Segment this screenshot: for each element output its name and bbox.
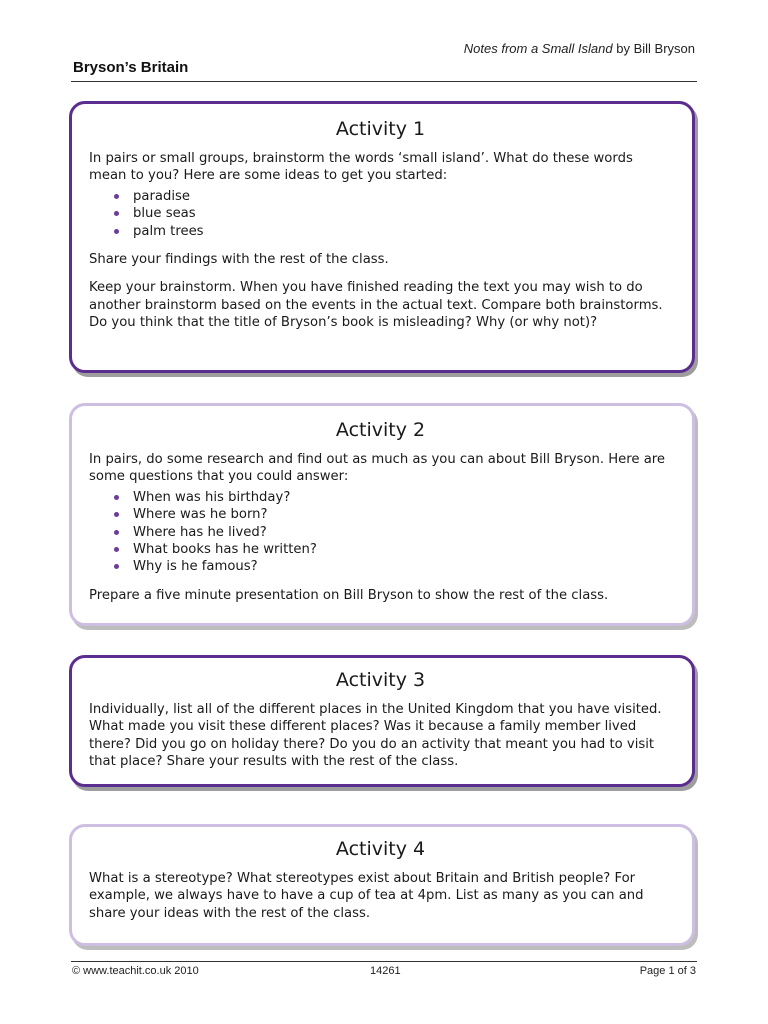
- question-list: [89, 489, 672, 576]
- footer-copyright: © www.teachit.co.uk 2010: [72, 965, 199, 977]
- section-title: Bryson’s Britain: [73, 59, 189, 76]
- activity-title: Activity 4: [335, 838, 426, 860]
- activity-intro: In pairs or small groups, brainstorm the words ‘small island’. What do these words mean to you? Here are some ideas to get you started:: [89, 151, 633, 184]
- list-item: Where has he lived?: [133, 524, 672, 541]
- activity-title: Activity 3: [335, 669, 426, 691]
- list-item: paradise: [133, 188, 672, 205]
- activity-paragraph: Share your findings with the rest of the class.: [89, 252, 389, 268]
- activity-intro: What is a stereotype? What stereotypes exist about Britain and British people? For example, we always have to have a cup of tea at 4pm. List as many as you can and share your ideas with the rest of the class.: [89, 871, 644, 921]
- activity-4-box: [69, 824, 695, 946]
- book-title: Notes from a Small Island: [463, 41, 613, 56]
- footer-divider: [71, 961, 697, 962]
- activity-3-box: [69, 655, 695, 787]
- list-item: Where was he born?: [133, 506, 672, 523]
- activity-paragraph: Prepare a five minute presentation on Bill Bryson to show the rest of the class.: [89, 587, 609, 603]
- activity-intro: In pairs, do some research and find out as much as you can about Bill Bryson. Here are some questions that you could answer:: [89, 452, 666, 485]
- book-attribution: [464, 41, 695, 56]
- activity-2-box: [69, 403, 695, 626]
- activity-1-box: [69, 101, 695, 373]
- list-item: palm trees: [133, 223, 672, 240]
- footer-page-number: Page 1 of 3: [639, 965, 696, 977]
- activity-paragraph: Keep your brainstorm. When you have finished reading the text you may wish to do another brainstorm based on the events in the actual text. Compare both brainstorms. Do you think that the title of Bryson’s book is misleading? Why (or why not)?: [89, 280, 663, 331]
- activity-title: Activity 2: [335, 419, 426, 441]
- footer-code: 14261: [370, 965, 401, 977]
- header-divider: [71, 81, 697, 82]
- list-item: Why is he famous?: [133, 558, 672, 575]
- activity-title: Activity 1: [335, 118, 426, 140]
- list-item: What books has he written?: [133, 541, 672, 558]
- idea-list: [89, 188, 672, 240]
- list-item: When was his birthday?: [133, 489, 672, 506]
- activity-intro: Individually, list all of the different places in the United Kingdom that you have visited. What made you visit these different places? Was it because a family member lived there? Did you go on holiday there? Do you do an activity that meant you had to visit that place? Share your results with the rest of the class.: [89, 702, 662, 770]
- list-item: blue seas: [133, 205, 672, 222]
- author-text: by Bill Bryson: [616, 41, 695, 56]
